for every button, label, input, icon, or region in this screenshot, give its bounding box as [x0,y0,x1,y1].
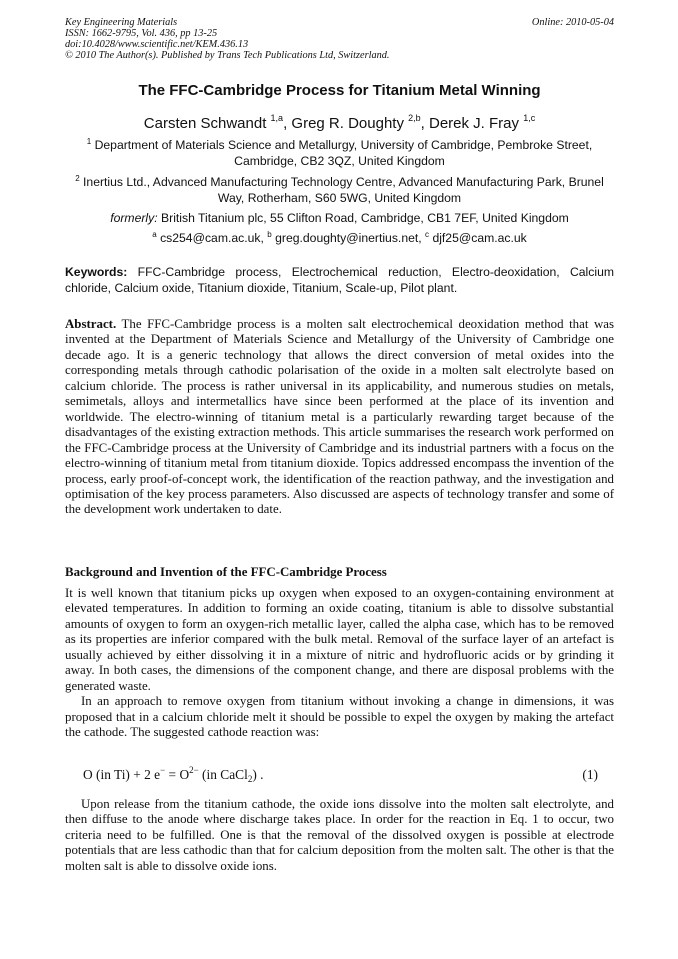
issn-line: ISSN: 1662-9795, Vol. 436, pp 13-25 [65,28,218,39]
paper-title: The FFC-Cambridge Process for Titanium Metal Winning [138,82,541,99]
equation-charge: 2− [189,765,199,775]
email-mark: a [152,230,157,239]
equation-charge: − [160,765,166,775]
email-mark: c [425,230,430,239]
email-address[interactable]: djf25@cam.ac.uk [432,231,527,245]
author-name: Carsten Schwandt [143,115,267,132]
equation-number: (1) [582,767,598,782]
equation-equals: = O [165,767,190,782]
keywords-text: FFC-Cambridge process, Electrochemical reduction, Electro-deoxidation, Calcium chloride, Calcium oxide, Titanium dioxide, Titanium, Scale-up, Pilot plant. [65,265,615,295]
affiliation-former [65,210,614,226]
abstract-text: The FFC-Cambridge process is a molten salt electrochemical deoxidation method that was invented at the Department of Materials Science and Metallurgy of the University of Cambridge one decade ago. It is a generic technology that allows the direct conversion of metal oxides into the corresponding metals through cathodic polarisation of the oxide in a molten salt electrolyte based on calcium chloride. The process is rather universal in its applicability, and numerous studies on metals, semimetals, alloys and intermetallics have since been performed at the place of its invention and worldwide. The electro-winning of titanium metal is a particularly rewarding target because of the disadvantages of the existing extraction methods. This article summarises the research work performed on the FFC-Cambridge process at the University of Cambridge and its industrial partners with a focus on the electro-winning of titanium metal from titanium dioxide. Topics addressed encompass the invention of the process, early proof-of-concept work, the identification of the reaction pathway, and the investigation and optimisation of the key process parameters. Also discussed are aspects of technology transfer and some of the development work undertaken to date. [65,317,614,517]
abstract [65,317,614,518]
online-date: Online: 2010-05-04 [531,17,614,28]
equation-lhs: O (in Ti) + 2 e [83,767,161,782]
paragraph: Upon release from the titanium cathode, the oxide ions dissolve into the molten salt electrolyte, and then diffuse to the anode where discharge takes place. In order for the reaction in Eq. 1 to occur, two criteria need to be fulfilled. One is that the removal of the dissolved oxygen is possible at electrode potentials that are less cathodic than that for calcium deposition from the molten salt. The other is that the molten salt is able to dissolve oxide ions. [65,797,614,873]
copyright-line: © 2010 The Author(s). Published by Trans Tech Publications Ltd, Switzerland. [65,50,390,61]
author-affiliation-mark: 1,c [523,113,536,123]
author-name: Greg R. Doughty [291,115,404,132]
body-text [65,586,614,741]
equation-end: ) . [252,767,264,782]
journal-header [65,17,614,61]
author-affiliation-mark: 1,a [270,113,284,123]
affiliation-text: Department of Materials Science and Metallurgy, University of Cambridge, Pembroke Street, Cambridge, CB2 3QZ, United Kingdom [94,138,593,168]
author-affiliation-mark: 2,b [408,113,421,123]
affiliation-number: 1 [86,137,92,146]
affiliation-text: British Titanium plc, 55 Clifton Road, Cambridge, CB1 7EF, United Kingdom [161,211,569,225]
affiliation-text: Inertius Ltd., Advanced Manufacturing Technology Centre, Advanced Manufacturing Park, Brunel Way, Rotherham, S60 5WG, United Kingdom [83,175,604,205]
doi-line: doi:10.4028/www.scientific.net/KEM.436.13 [65,39,249,50]
abstract-label: Abstract. [65,317,117,331]
section-heading: Background and Invention of the FFC-Cambridge Process [65,565,387,579]
email-mark: b [267,230,272,239]
affiliation-number: 2 [75,174,80,183]
journal-name: Key Engineering Materials [65,17,178,28]
email-address[interactable]: greg.doughty@inertius.net [275,231,419,245]
paragraph: In an approach to remove oxygen from titanium without invoking a change in dimensions, it was proposed that in a calcium chloride melt it should be possible to expel the oxygen by making the artefact the cathode. The suggested cathode reaction was: [65,694,614,740]
equation-rhs: (in CaCl [198,767,248,782]
paragraph: It is well known that titanium picks up oxygen when exposed to an oxygen-containing environment at elevated temperatures. In addition to forming an oxide coating, titanium is able to dissolve substantial amounts of oxygen to form an oxygen-rich metallic layer, called the alpha case, which has to be removed as its properties are inferior compared with the bulk metal. Removal of the surface layer of an artefact is usually achieved by either dissolving it in a mixture of nitric and hydrofluoric acids or by grinding it away. In both cases, the dimensions of the component change, and there are disposal problems with the generated waste. [65,586,614,693]
author-list: Carsten Schwandt $^{1,a}$, Greg R. Doughty $^{2,b}$, Derek J. Fray $^{1,c}$ [143,113,536,132]
formerly-label: formerly: [110,211,158,225]
affiliation-2 [65,174,614,206]
email-list: $^a$ cs254@cam.ac.uk, $^b$ greg.doughty@inertius.net, $^c$ djf25@cam.ac.uk [152,230,527,245]
affiliation-1 [65,137,614,169]
keywords [65,265,614,296]
keywords-label: Keywords: [65,265,128,279]
email-address[interactable]: cs254@cam.ac.uk [160,231,261,245]
equation-subscript: 2 [247,774,253,784]
equation-body [83,767,263,783]
equation-1 [83,767,598,783]
author-name: Derek J. Fray [429,115,520,132]
